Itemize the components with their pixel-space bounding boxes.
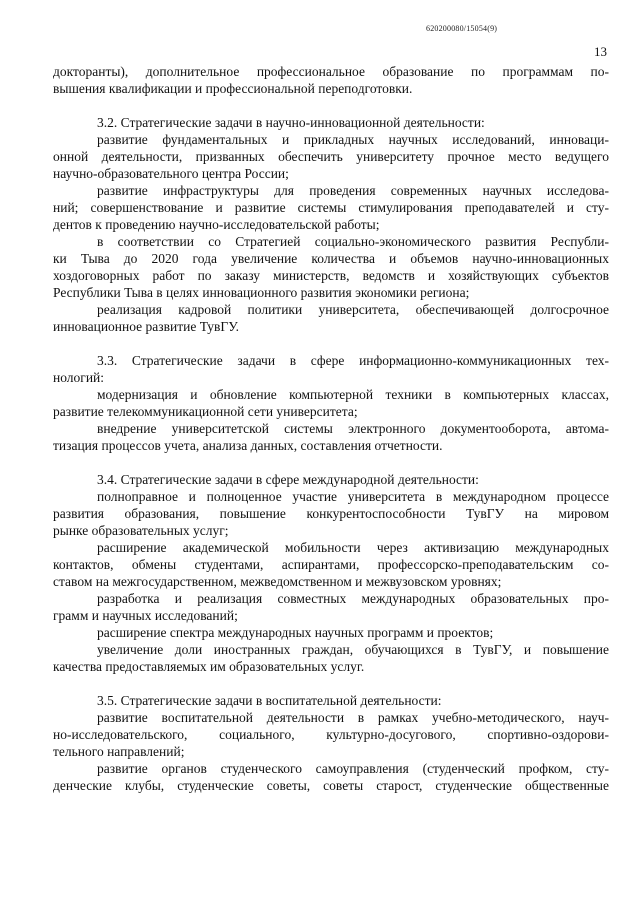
text-line: разработка и реализация совместных международных образовательных про- bbox=[97, 591, 609, 606]
text-line: качества предоставляемых им образовательных услуг. bbox=[53, 659, 365, 674]
text-line: грамм и научных исследований; bbox=[53, 608, 238, 623]
text-line: тизация процессов учета, анализа данных, составления отчетности. bbox=[53, 438, 443, 453]
text-line: научно-образовательного центра России; bbox=[53, 166, 289, 181]
text-line: хоздоговорных работ по заказу министерств, ведомств и хозяйствующих субъектов bbox=[53, 268, 609, 283]
text-line: контактов, обмены студентами, аспирантами, профессорско-преподавательским со- bbox=[53, 557, 609, 572]
text-line: ний; совершенствование и развитие системы стимулирования преподавателей и сту- bbox=[53, 200, 609, 215]
page-number: 13 bbox=[594, 44, 607, 59]
text-line: ки Тыва до 2020 года увеличение количества и объемов научно-инновационных bbox=[53, 251, 609, 266]
text-line: вышения квалификации и профессиональной переподготовки. bbox=[53, 81, 413, 96]
text-line: развитие инфраструктуры для проведения современных научных исследова- bbox=[97, 183, 609, 198]
paragraph-gap bbox=[53, 335, 609, 352]
text-line: денческие клубы, студенческие советы, советы старост, студенческие общественные bbox=[53, 778, 609, 793]
text-line: расширение спектра международных научных программ и проектов; bbox=[97, 625, 494, 640]
text-line: полноправное и полноценное участие университета в международном процессе bbox=[97, 489, 609, 504]
text-line: ставом на межгосударственном, межведомственном и межвузовском уровнях; bbox=[53, 574, 502, 589]
text-line: развитие фундаментальных и прикладных научных исследований, инноваци- bbox=[97, 132, 609, 147]
text-line: увеличение доли иностранных граждан, обучающихся в ТувГУ, и повышение bbox=[97, 642, 609, 657]
paragraph-gap bbox=[53, 675, 609, 692]
text-line: нологий: bbox=[53, 370, 105, 385]
text-line: в соответствии со Стратегией социально-экономического развития Республи- bbox=[97, 234, 609, 249]
text-line: 3.5. Стратегические задачи в воспитательной деятельности: bbox=[97, 693, 442, 708]
text-line: внедрение университетской системы электронного документооборота, автома- bbox=[97, 421, 609, 436]
text-line: 3.2. Стратегические задачи в научно-инновационной деятельности: bbox=[97, 115, 485, 130]
paragraph-gap bbox=[53, 97, 609, 114]
paragraph-gap bbox=[53, 454, 609, 471]
text-line: Республики Тыва в целях инновационного развития экономики региона; bbox=[53, 285, 470, 300]
text-line: онной деятельности, призванных обеспечить университету прочное место ведущего bbox=[53, 149, 609, 164]
text-line: развитие органов студенческого самоуправления (студенческий профком, сту- bbox=[97, 761, 609, 776]
text-line: модернизация и обновление компьютерной техники в компьютерных классах, bbox=[97, 387, 609, 402]
text-line: инновационное развитие ТувГУ. bbox=[53, 319, 239, 334]
text-line: развитие воспитательной деятельности в рамках учебно-методического, науч- bbox=[97, 710, 609, 725]
text-line: 3.3. Стратегические задачи в сфере информационно-коммуникационных тех- bbox=[97, 353, 609, 368]
text-line: расширение академической мобильности через активизацию международных bbox=[97, 540, 609, 555]
text-line: реализация кадровой политики университета, обеспечивающей долгосрочное bbox=[97, 302, 609, 317]
document-body bbox=[53, 63, 609, 794]
text-line: докторанты), дополнительное профессиональное образование по программам по- bbox=[53, 64, 609, 79]
text-line: развития образования, повышение конкурентоспособности ТувГУ на мировом bbox=[53, 506, 609, 521]
text-line: но-исследовательского, социального, культурно-досугового, спортивно-оздорови- bbox=[53, 727, 609, 742]
document-code: 620200080/15054(9) bbox=[426, 24, 498, 33]
text-line: тельного направлений; bbox=[53, 744, 185, 759]
text-line: дентов к проведению научно-исследовательской работы; bbox=[53, 217, 380, 232]
text-line: развитие телекоммуникационной сети университета; bbox=[53, 404, 358, 419]
text-line: 3.4. Стратегические задачи в сфере международной деятельности: bbox=[97, 472, 479, 487]
text-line: рынке образовательных услуг; bbox=[53, 523, 229, 538]
